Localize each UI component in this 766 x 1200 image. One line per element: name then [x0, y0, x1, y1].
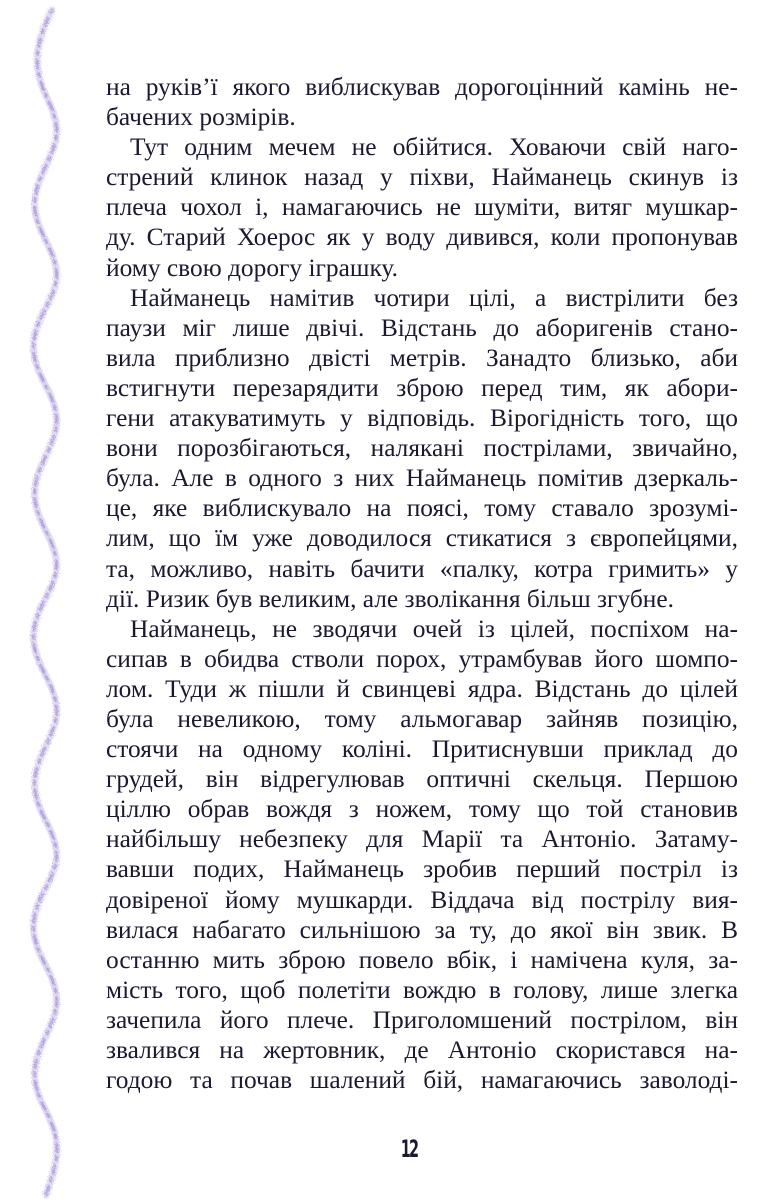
paragraph [106, 614, 738, 1096]
text-line: плеча чохол і, намагаючись не шуміти, витяг мушкар- [106, 193, 738, 222]
paragraph [106, 283, 738, 614]
text-line: вилася набагато сильнішою за ту, до якої він звик. В [106, 915, 738, 944]
text-line: лим, що їм уже доводилося стикатися з європейцями, [106, 524, 738, 553]
body-text [106, 72, 738, 1095]
text-line: останню мить зброю повело вбік, і намічена куля, за- [106, 945, 738, 974]
text-line: стоячи на одному коліні. Притиснувши приклад до [106, 735, 738, 764]
text-line: сипав в обидва стволи порох, утрамбував його шомпо- [106, 644, 738, 673]
text-line: звалився на жертовник, де Антоніо скористався на- [106, 1036, 738, 1064]
text-line: гени атакуватимуть у відповідь. Вірогідність того, що [106, 404, 738, 433]
text-line: була невеликою, тому альмогавар зайняв позицію, [106, 704, 738, 733]
page-number: 12 [400, 1135, 418, 1163]
paragraph [106, 132, 738, 282]
text-line: найбільшу небезпеку для Марії та Антоніо. Затаму- [106, 825, 738, 854]
text-line: це, яке виблискувало на поясі, тому ставало зрозумі- [106, 494, 738, 523]
text-line: вони порозбігаються, налякані пострілами, звичайно, [106, 434, 738, 463]
text-line: ціллю обрав вождя з ножем, тому що той становив [106, 795, 738, 824]
text-line: та, можливо, навіть бачити «палку, котра гримить» у [106, 554, 738, 583]
text-line: йому свою дорогу іграшку. [106, 253, 398, 282]
text-line: Найманець, не зводячи очей із цілей, поспіхом на- [130, 614, 738, 643]
text-line: мість того, щоб полетіти вождю в голову, лише злегка [106, 975, 738, 1004]
text-line: встигнути перезарядити зброю перед тим, як абори- [106, 373, 738, 402]
text-line: грудей, він відрегулював оптичні скельця. Першою [106, 765, 738, 794]
text-line: бачених розмірів. [106, 103, 296, 132]
decorative-wave-border-icon [18, 0, 66, 1200]
text-line: на руків’ї якого виблискував дорогоцінний камінь не- [106, 73, 738, 101]
text-line: стрений клинок назад у піхви, Найманець скинув із [106, 163, 738, 192]
text-line: зачепила його плече. Приголомшений пострілом, він [106, 1005, 738, 1034]
text-line: була. Але в одного з них Найманець помітив дзеркаль- [106, 464, 738, 493]
text-line: лом. Туди ж пішли й свинцеві ядра. Відстань до цілей [106, 674, 738, 703]
text-line: вила приблизно двісті метрів. Занадто близько, аби [106, 343, 738, 372]
text-line: Найманець намітив чотири цілі, а вистрілити без [130, 283, 738, 312]
paragraph [106, 72, 738, 132]
text-line: ду. Старий Хоерос як у воду дивився, коли пропонував [106, 223, 738, 252]
text-line: дії. Ризик був великим, але зволікання більш згубне. [106, 584, 674, 613]
text-line: довіреної йому мушкарди. Віддача від пострілу вия- [106, 885, 738, 914]
text-line: вавши подих, Найманець зробив перший постріл із [106, 855, 738, 884]
text-line: годою та почав шалений бій, намагаючись заволоді- [106, 1066, 738, 1095]
text-line: паузи міг лише двічі. Відстань до аборигенів стано- [106, 313, 738, 342]
text-line: Тут одним мечем не обійтися. Ховаючи свій наго- [130, 133, 738, 162]
